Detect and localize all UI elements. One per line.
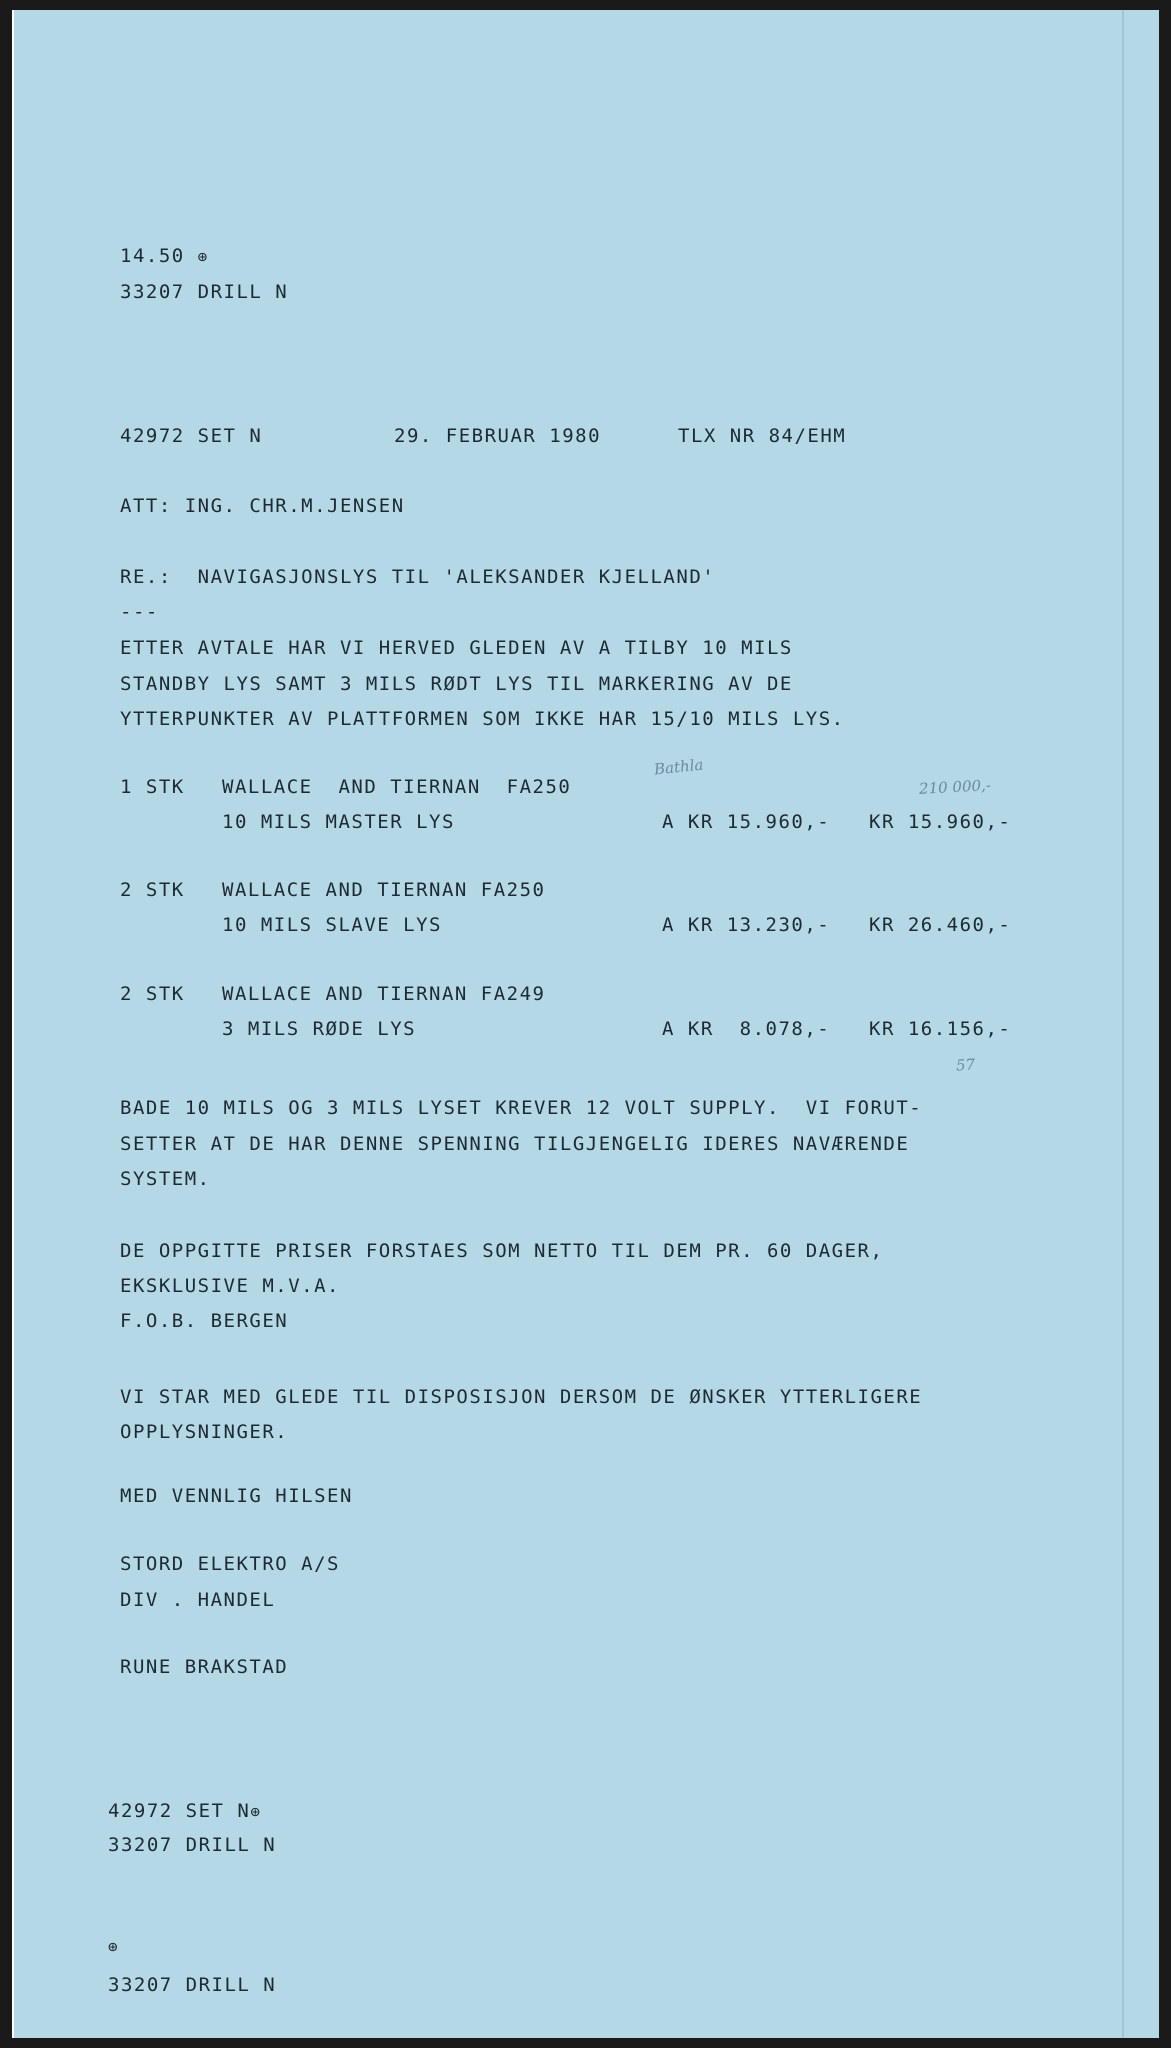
footer-answerback: 33207 DRILL N [108, 1834, 277, 1856]
telex-ref: TLX NR 84/EHM [678, 425, 847, 447]
telex-paper [12, 10, 1159, 2038]
supply-line-1: BADE 10 MILS OG 3 MILS LYSET KREVER 12 VOLT SUPPLY. VI FORUT- [120, 1097, 923, 1119]
greeting: MED VENNLIG HILSEN [120, 1485, 353, 1507]
supply-line-3: SYSTEM. [120, 1168, 211, 1190]
footer-sender: 42972 SET N [108, 1800, 251, 1822]
handwritten-note-item-3: 57 [955, 1055, 976, 1075]
item-3-desc1: WALLACE AND TIERNAN FA249 [222, 983, 546, 1005]
price-line-2: EKSKLUSIVE M.V.A. [120, 1275, 340, 1297]
item-2-qty: 2 STK [120, 879, 185, 901]
item-1-unit-price: A KR 15.960,- [662, 811, 831, 833]
header-time: 14.50 [120, 245, 185, 267]
item-1-qty: 1 STK [120, 776, 185, 798]
item-3-total-price: KR 16.156,- [869, 1018, 1012, 1040]
closing-line-1: VI STAR MED GLEDE TIL DISPOSISJON DERSOM DE ØNSKER YTTERLIGERE [120, 1386, 923, 1408]
telex-date: 29. FEBRUAR 1980 [394, 425, 602, 447]
item-2-total-price: KR 26.460,- [869, 914, 1012, 936]
footer-sender-line [108, 1799, 261, 1824]
item-1-desc1: WALLACE AND TIERNAN FA250 [222, 776, 572, 798]
closing-line-2: OPPLYSNINGER. [120, 1421, 289, 1443]
header-time-mark-icon: ⊕ [197, 247, 209, 266]
signer-name: RUNE BRAKSTAD [120, 1656, 289, 1678]
end-mark-icon: ⊕ [108, 1937, 120, 1956]
item-3-unit-price: A KR 8.078,- [662, 1018, 831, 1040]
handwritten-note-item-1: Bathla [653, 755, 705, 779]
item-2-desc2: 10 MILS SLAVE LYS [222, 914, 442, 936]
intro-line-3: YTTERPUNKTER AV PLATTFORMEN SOM IKKE HAR 15/10 MILS LYS. [120, 708, 845, 730]
item-2-unit-price: A KR 13.230,- [662, 914, 831, 936]
item-3-desc2: 3 MILS RØDE LYS [222, 1018, 417, 1040]
item-3-qty: 2 STK [120, 983, 185, 1005]
company-division: DIV . HANDEL [120, 1589, 276, 1611]
footer-answerback-2: 33207 DRILL N [108, 1974, 277, 1996]
intro-line-1: ETTER AVTALE HAR VI HERVED GLEDEN AV A TILBY 10 MILS [120, 637, 793, 659]
footer-sender-mark-icon: ⊕ [250, 1802, 262, 1821]
header-time-line [120, 244, 209, 269]
item-1-total-price: KR 15.960,- [869, 811, 1012, 833]
header-answerback: 33207 DRILL N [120, 281, 289, 303]
price-line-1: DE OPPGITTE PRISER FORSTAES SOM NETTO TIL DEM PR. 60 DAGER, [120, 1240, 884, 1262]
price-line-3: F.O.B. BERGEN [120, 1310, 289, 1332]
intro-line-2: STANDBY LYS SAMT 3 MILS RØDT LYS TIL MARKERING AV DE [120, 673, 793, 695]
company-name: STORD ELEKTRO A/S [120, 1553, 340, 1575]
paper-fold [1122, 10, 1124, 2038]
item-1-desc2: 10 MILS MASTER LYS [222, 811, 455, 833]
item-2-desc1: WALLACE AND TIERNAN FA250 [222, 879, 546, 901]
subject-rule: --- [120, 601, 159, 623]
handwritten-note-total: 210 000,- [918, 776, 992, 798]
attention-line: ATT: ING. CHR.M.JENSEN [120, 495, 405, 517]
subject-line: RE.: NAVIGASJONSLYS TIL 'ALEKSANDER KJELLAND' [120, 566, 716, 588]
supply-line-2: SETTER AT DE HAR DENNE SPENNING TILGJENGELIG IDERES NAVÆRENDE [120, 1133, 910, 1155]
telex-sender: 42972 SET N [120, 425, 263, 447]
